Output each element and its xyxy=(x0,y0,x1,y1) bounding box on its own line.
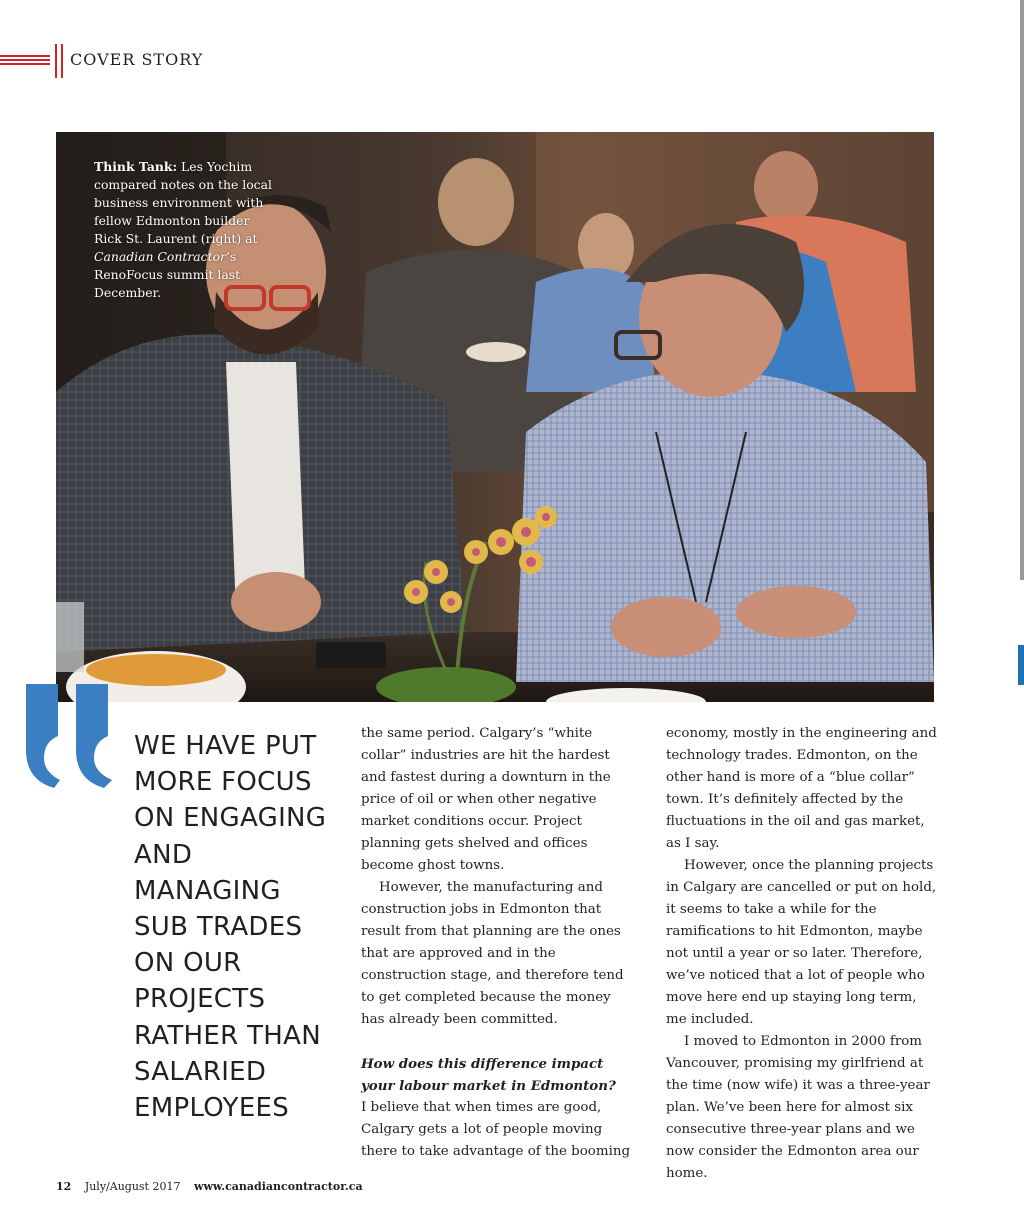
pull-quote: WE HAVE PUT MORE FOCUS ON ENGAGING AND MANAGING SUB TRADES ON OUR PROJECTS RATHER THAN SALARIED EMPLOYEES xyxy=(134,731,327,1124)
article-column-2 xyxy=(666,723,941,1185)
website-link[interactable]: www.canadiancontractor.ca xyxy=(193,1180,363,1193)
paragraph: I believe that when times are good, Calgary gets a lot of people moving there to take advantage of the booming xyxy=(361,1100,631,1159)
paragraph: However, once the planning projects in Calgary are cancelled or put on hold, it seems to take a while for the ramifications to hit Edmonton, maybe not until a year or so later. Therefore, we’ve noticed that a lot of people who move here end up staying long term, me included. xyxy=(666,858,937,1027)
caption-text-2: ’s RenoFocus summit last December. xyxy=(94,249,241,300)
caption-text-1: Les Yochim compared notes on the local business environment with fellow Edmonton builder Rick St. Laurent (right) at xyxy=(94,159,272,246)
caption-publication: Canadian Contractor xyxy=(94,249,226,264)
page-edge-tab xyxy=(1018,645,1024,685)
header-rule-lines xyxy=(0,55,50,65)
paragraph: economy, mostly in the engineering and technology trades. Edmonton, on the other hand is more of a “blue collar” town. It’s definitely affected by the fluctuations in the oil and gas market, as I say. xyxy=(666,726,937,851)
paragraph: However, the manufacturing and construction jobs in Edmonton that result from that planning are the ones that are approved and in the construction stage, and therefore tend to get completed because the money has already been committed. xyxy=(361,880,624,1027)
section-label: COVER STORY xyxy=(70,50,204,69)
page-footer xyxy=(56,1180,373,1193)
paragraph: the same period. Calgary’s “white collar” industries are hit the hardest and fastest during a downturn in the price of oil or when other negative market conditions occur. Project planning gets shelved and offices become ghost towns. xyxy=(361,726,611,873)
paragraph: I moved to Edmonton in 2000 from Vancouver, promising my girlfriend at the time (now wife) it was a three-year plan. We’ve been here for almost six consecutive three-year plans and we now consider the Edmonton area our home. xyxy=(666,1034,930,1181)
caption-lead: Think Tank: xyxy=(94,159,178,174)
interview-question: How does this difference impact your labour market in Edmonton? xyxy=(361,1056,616,1094)
page-edge-gray xyxy=(1020,0,1024,580)
photo-caption xyxy=(94,158,274,302)
issue-date: July/August 2017 xyxy=(84,1180,181,1193)
article-column-1 xyxy=(361,723,636,1163)
header-bar-ornament xyxy=(55,44,65,78)
quote-mark-icon xyxy=(24,684,116,788)
page-number: 12 xyxy=(56,1180,72,1193)
